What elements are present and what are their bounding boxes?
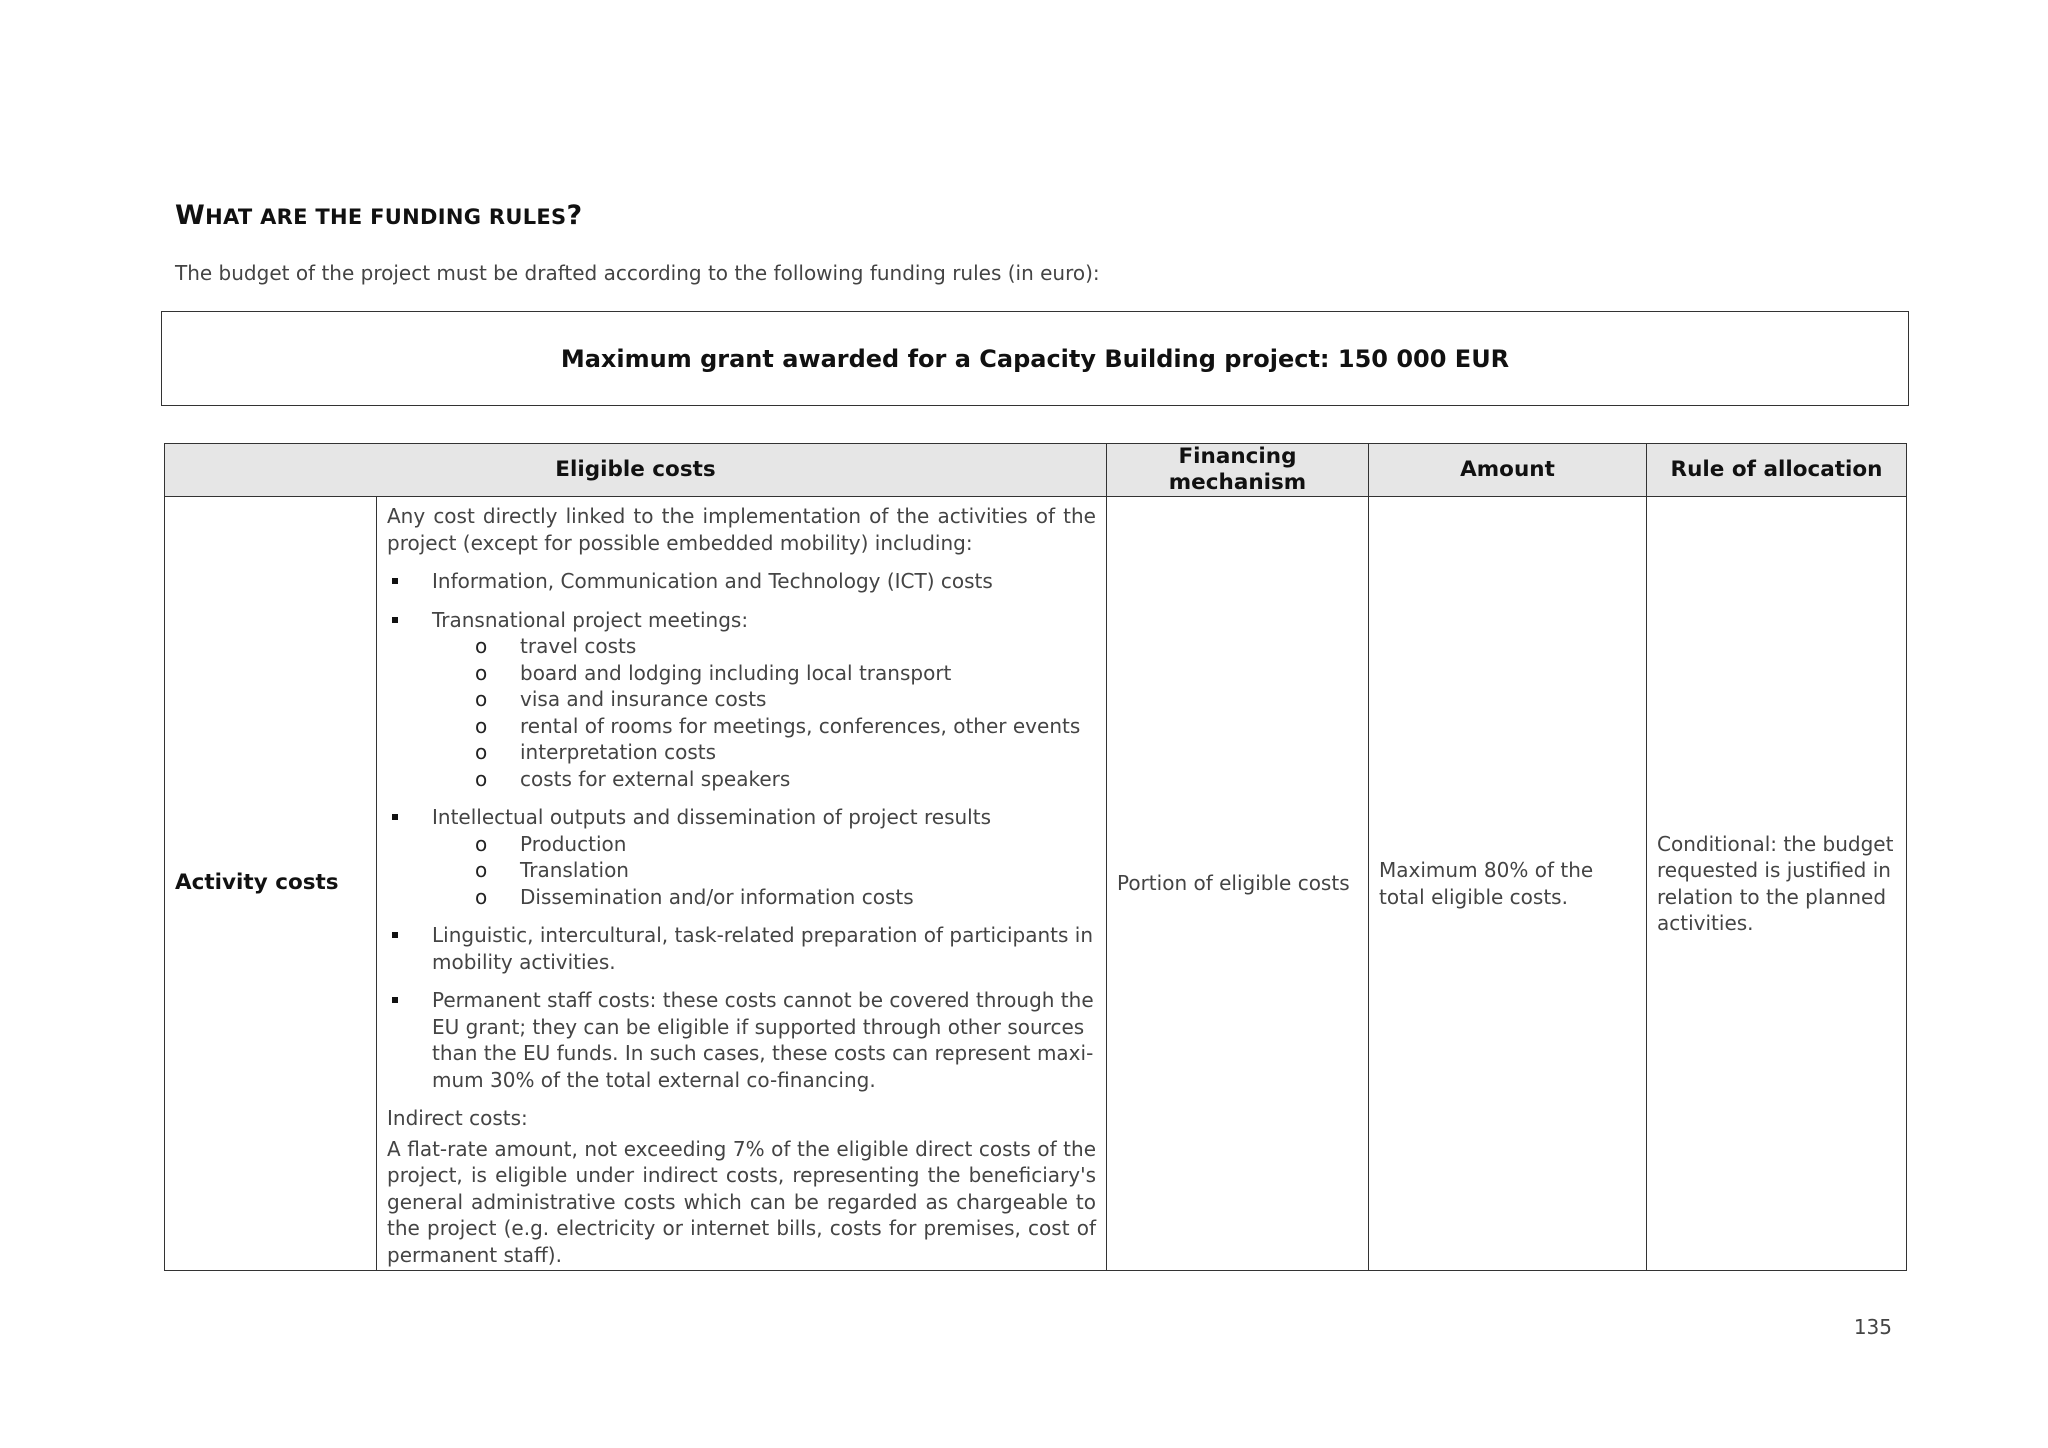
list-item: o rental of rooms for meetings, conferences, other events [432,713,1096,740]
eligible-costs-cell [377,497,1107,1271]
header-amount: Amount [1369,444,1647,497]
funding-rules-table [164,443,1907,1271]
header-rule-of-allocation: Rule of allocation [1647,444,1907,497]
header-eligible-costs: Eligible costs [165,444,1107,497]
list-item: o interpretation costs [432,739,1096,766]
list-item: o costs for external speakers [432,766,1096,793]
eligible-costs-intro: Any cost directly linked to the implementation of the activities of the project (except for possible embedded mobility) including: [387,504,1096,555]
indirect-costs-text: A flat-rate amount, not exceeding 7% of the eligible direct costs of the project, is eligible under indirect costs, representing the beneficiary's general administrative costs which can be regarded as chargeable to the project (e.g. electricity or internet bills, costs for premises, cost of permanent staff). [387,1136,1096,1267]
list-item: o Dissemination and/or information costs [432,884,1096,911]
list-item: o visa and insurance costs [432,686,1096,713]
list-item: Information, Communication and Technology (ICT) costs [387,568,1096,595]
list-item: o travel costs [432,633,1096,660]
list-item: Linguistic, intercultural, task-related preparation of participants in mobility activities. [387,922,1096,975]
table-header-row [165,444,1907,497]
header-financing-mechanism: Financing mechanism [1107,444,1369,497]
list-item: o Translation [432,857,1096,884]
indirect-costs-label: Indirect costs: [387,1106,528,1130]
table-row [165,497,1907,1271]
eligible-costs-list [387,568,1096,1093]
outputs-sublist [432,831,1096,911]
list-item: Transnational project meetings: o travel costs o board and lodging including local transport o visa and insurance costs o rental of rooms for meetings, conferences, other events o interpretation costs o costs for external speakers [387,607,1096,793]
list-item: Intellectual outputs and dissemination of project results o Production o Translation o Dissemination and/or information costs [387,804,1096,910]
list-item: o board and lodging including local transport [432,660,1096,687]
max-grant-text: Maximum grant awarded for a Capacity Building project: 150 000 EUR [560,344,1510,373]
intro-text: The budget of the project must be drafted according to the following funding rules (in euro): [175,261,1100,285]
section-heading: WHAT ARE THE FUNDING RULES? [175,200,583,231]
list-item: o Production [432,831,1096,858]
max-grant-box [161,311,1909,406]
financing-mechanism-cell: Portion of eligible costs [1107,497,1369,1271]
list-item: Permanent staff costs: these costs cannot be covered through the EU grant; they can be eligible if supported through other sources than the EU funds. In such cases, these costs can represent maxi-mum 30% of the total external co-financing. [387,987,1096,1093]
amount-cell: Maximum 80% of the total eligible costs. [1369,497,1647,1271]
page-number: 135 [1853,1315,1892,1339]
rule-of-allocation-cell: Conditional: the budget requested is justified in relation to the planned activities. [1647,497,1907,1271]
meetings-sublist [432,633,1096,792]
category-cell: Activity costs [165,497,377,1271]
